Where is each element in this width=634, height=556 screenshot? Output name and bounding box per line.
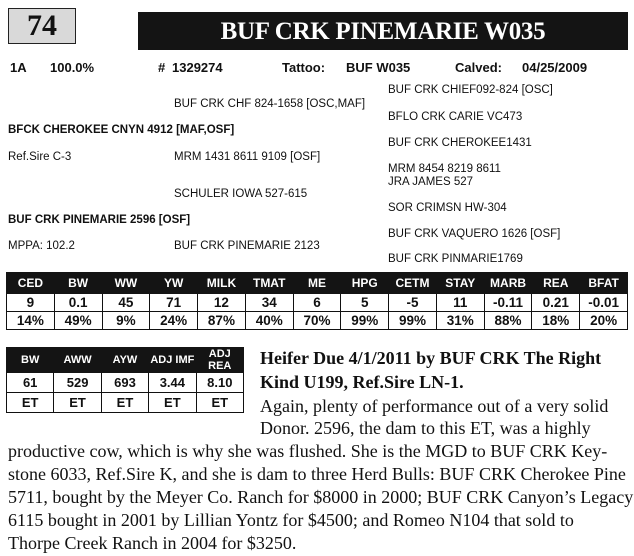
perf-value: 8.10 — [196, 373, 243, 393]
epd-header: BFAT — [580, 273, 628, 294]
pedigree-sds: BUF CRK CHEROKEE1431 — [388, 137, 532, 149]
description-line-4: stone 6033, Ref.Sire K, and she is dam to three Herd Bulls: BUF CRK Cherokee Pine — [8, 464, 626, 484]
epd-value: 0.21 — [532, 294, 580, 312]
pedigree-dss: SOR CRIMSN HW-304 — [388, 202, 507, 214]
description-line-5: 5711, bought by the Meyer Co. Ranch for $8000 in 2000; BUF CRK Canyon’s Legacy — [8, 487, 634, 507]
perf-et-row — [7, 393, 244, 413]
epd-percentile: 24% — [150, 312, 198, 330]
epd-percentile: 9% — [102, 312, 150, 330]
description-line-7: Thorpe Creek Ranch in 2004 for $3250. — [8, 533, 297, 553]
epd-percentile: 99% — [341, 312, 389, 330]
perf-et: ET — [196, 393, 243, 413]
pedigree-sdd-2: JRA JAMES 527 — [388, 176, 474, 188]
pedigree-dds: BUF CRK VAQUERO 1626 [OSF] — [388, 228, 561, 240]
perf-header: AWW — [54, 348, 101, 373]
epd-value: -0.01 — [580, 294, 628, 312]
epd-value: 9 — [7, 294, 55, 312]
epd-header-row — [7, 273, 628, 294]
calved-date: 04/25/2009 — [522, 60, 588, 75]
epd-header: CED — [7, 273, 55, 294]
epd-value: 12 — [198, 294, 246, 312]
epd-header: STAY — [436, 273, 484, 294]
epd-header: MILK — [198, 273, 246, 294]
epd-header: HPG — [341, 273, 389, 294]
epd-percentile: 70% — [293, 312, 341, 330]
perf-header: BW — [7, 348, 54, 373]
epd-percentile: 40% — [245, 312, 293, 330]
epd-value: 5 — [341, 294, 389, 312]
epd-value: 34 — [245, 294, 293, 312]
perf-header: ADJ IMF — [149, 348, 196, 373]
epd-header: TMAT — [245, 273, 293, 294]
epd-header: BW — [54, 273, 102, 294]
pedigree-dam: BUF CRK PINEMARIE 2596 [OSF] — [8, 214, 191, 226]
pedigree-sire: BFCK CHEROKEE CNYN 4912 [MAF,OSF] — [8, 124, 235, 136]
description-heading-line-2: Kind U199, Ref.Sire LN-1. — [260, 372, 464, 392]
animal-name: BUF CRK PINEMARIE W035 — [138, 12, 628, 50]
epd-percentile: 20% — [580, 312, 628, 330]
performance-table — [6, 347, 244, 413]
epd-value: 6 — [293, 294, 341, 312]
epd-value-row — [7, 294, 628, 312]
perf-value: 529 — [54, 373, 101, 393]
calved-label: Calved: — [455, 60, 502, 75]
epd-percentile: 88% — [484, 312, 532, 330]
epd-percentile-row — [7, 312, 628, 330]
tattoo-label: Tattoo: — [282, 60, 326, 75]
epd-header: REA — [532, 273, 580, 294]
description-line-1: Again, plenty of performance out of a very solid — [260, 396, 609, 416]
tattoo-value: BUF W035 — [346, 60, 411, 75]
pedigree-dd: BUF CRK PINEMARIE 2123 — [174, 240, 320, 252]
description-heading-line-1: Heifer Due 4/1/2011 by BUF CRK The Right — [260, 348, 602, 368]
pedigree-ssd: BFLO CRK CARIE VC473 — [388, 111, 523, 123]
epd-value: 45 — [102, 294, 150, 312]
perf-et: ET — [149, 393, 196, 413]
description-line-3: productive cow, which is why she was flushed. She is the MGD to BUF CRK Key- — [8, 441, 608, 461]
group-label: 1A — [10, 60, 27, 75]
perf-value: 61 — [7, 373, 54, 393]
epd-percentile: 49% — [54, 312, 102, 330]
perf-header: ADJ REA — [196, 348, 243, 373]
lot-number: 74 — [8, 8, 76, 44]
perf-et: ET — [54, 393, 101, 413]
perf-et: ET — [7, 393, 54, 413]
pedigree-sd: MRM 1431 8611 9109 [OSF] — [174, 151, 321, 163]
pedigree-ss: BUF CRK CHF 824-1658 [OSC,MAF] — [174, 98, 366, 110]
epd-header: WW — [102, 273, 150, 294]
epd-header: YW — [150, 273, 198, 294]
mppa-value: MPPA: 102.2 — [8, 240, 75, 252]
epd-header: ME — [293, 273, 341, 294]
epd-header: CETM — [389, 273, 437, 294]
perf-value: 693 — [101, 373, 148, 393]
perf-et: ET — [101, 393, 148, 413]
epd-table — [6, 272, 628, 330]
epd-percentile: 31% — [436, 312, 484, 330]
epd-percentile: 99% — [389, 312, 437, 330]
epd-percentile: 87% — [198, 312, 246, 330]
epd-value: -5 — [389, 294, 437, 312]
epd-value: -0.11 — [484, 294, 532, 312]
perf-header-row — [7, 348, 244, 373]
perf-header: AYW — [101, 348, 148, 373]
sire-ref-sire: Ref.Sire C-3 — [8, 151, 72, 163]
percentage: 100.0% — [50, 60, 95, 75]
perf-value: 3.44 — [149, 373, 196, 393]
pedigree-ds: SCHULER IOWA 527-615 — [174, 188, 308, 200]
registration-number: 1329274 — [172, 60, 223, 75]
epd-value: 71 — [150, 294, 198, 312]
epd-percentile: 18% — [532, 312, 580, 330]
reg-symbol: # — [158, 60, 166, 75]
epd-header: MARB — [484, 273, 532, 294]
epd-value: 0.1 — [54, 294, 102, 312]
perf-value-row — [7, 373, 244, 393]
epd-value: 11 — [436, 294, 484, 312]
description-line-2: Donor. 2596, the dam to this ET, was a highly — [260, 418, 591, 438]
description-line-6: 6115 bought in 2001 by Lillian Yontz for $4500; and Romeo N104 that sold to — [8, 510, 574, 530]
pedigree-sss: BUF CRK CHIEF092-824 [OSC] — [388, 84, 553, 96]
pedigree-ddd: BUF CRK PINMARIE1769 — [388, 253, 523, 265]
pedigree-sdd-1: MRM 8454 8219 8611 — [388, 163, 501, 175]
epd-percentile: 14% — [7, 312, 55, 330]
